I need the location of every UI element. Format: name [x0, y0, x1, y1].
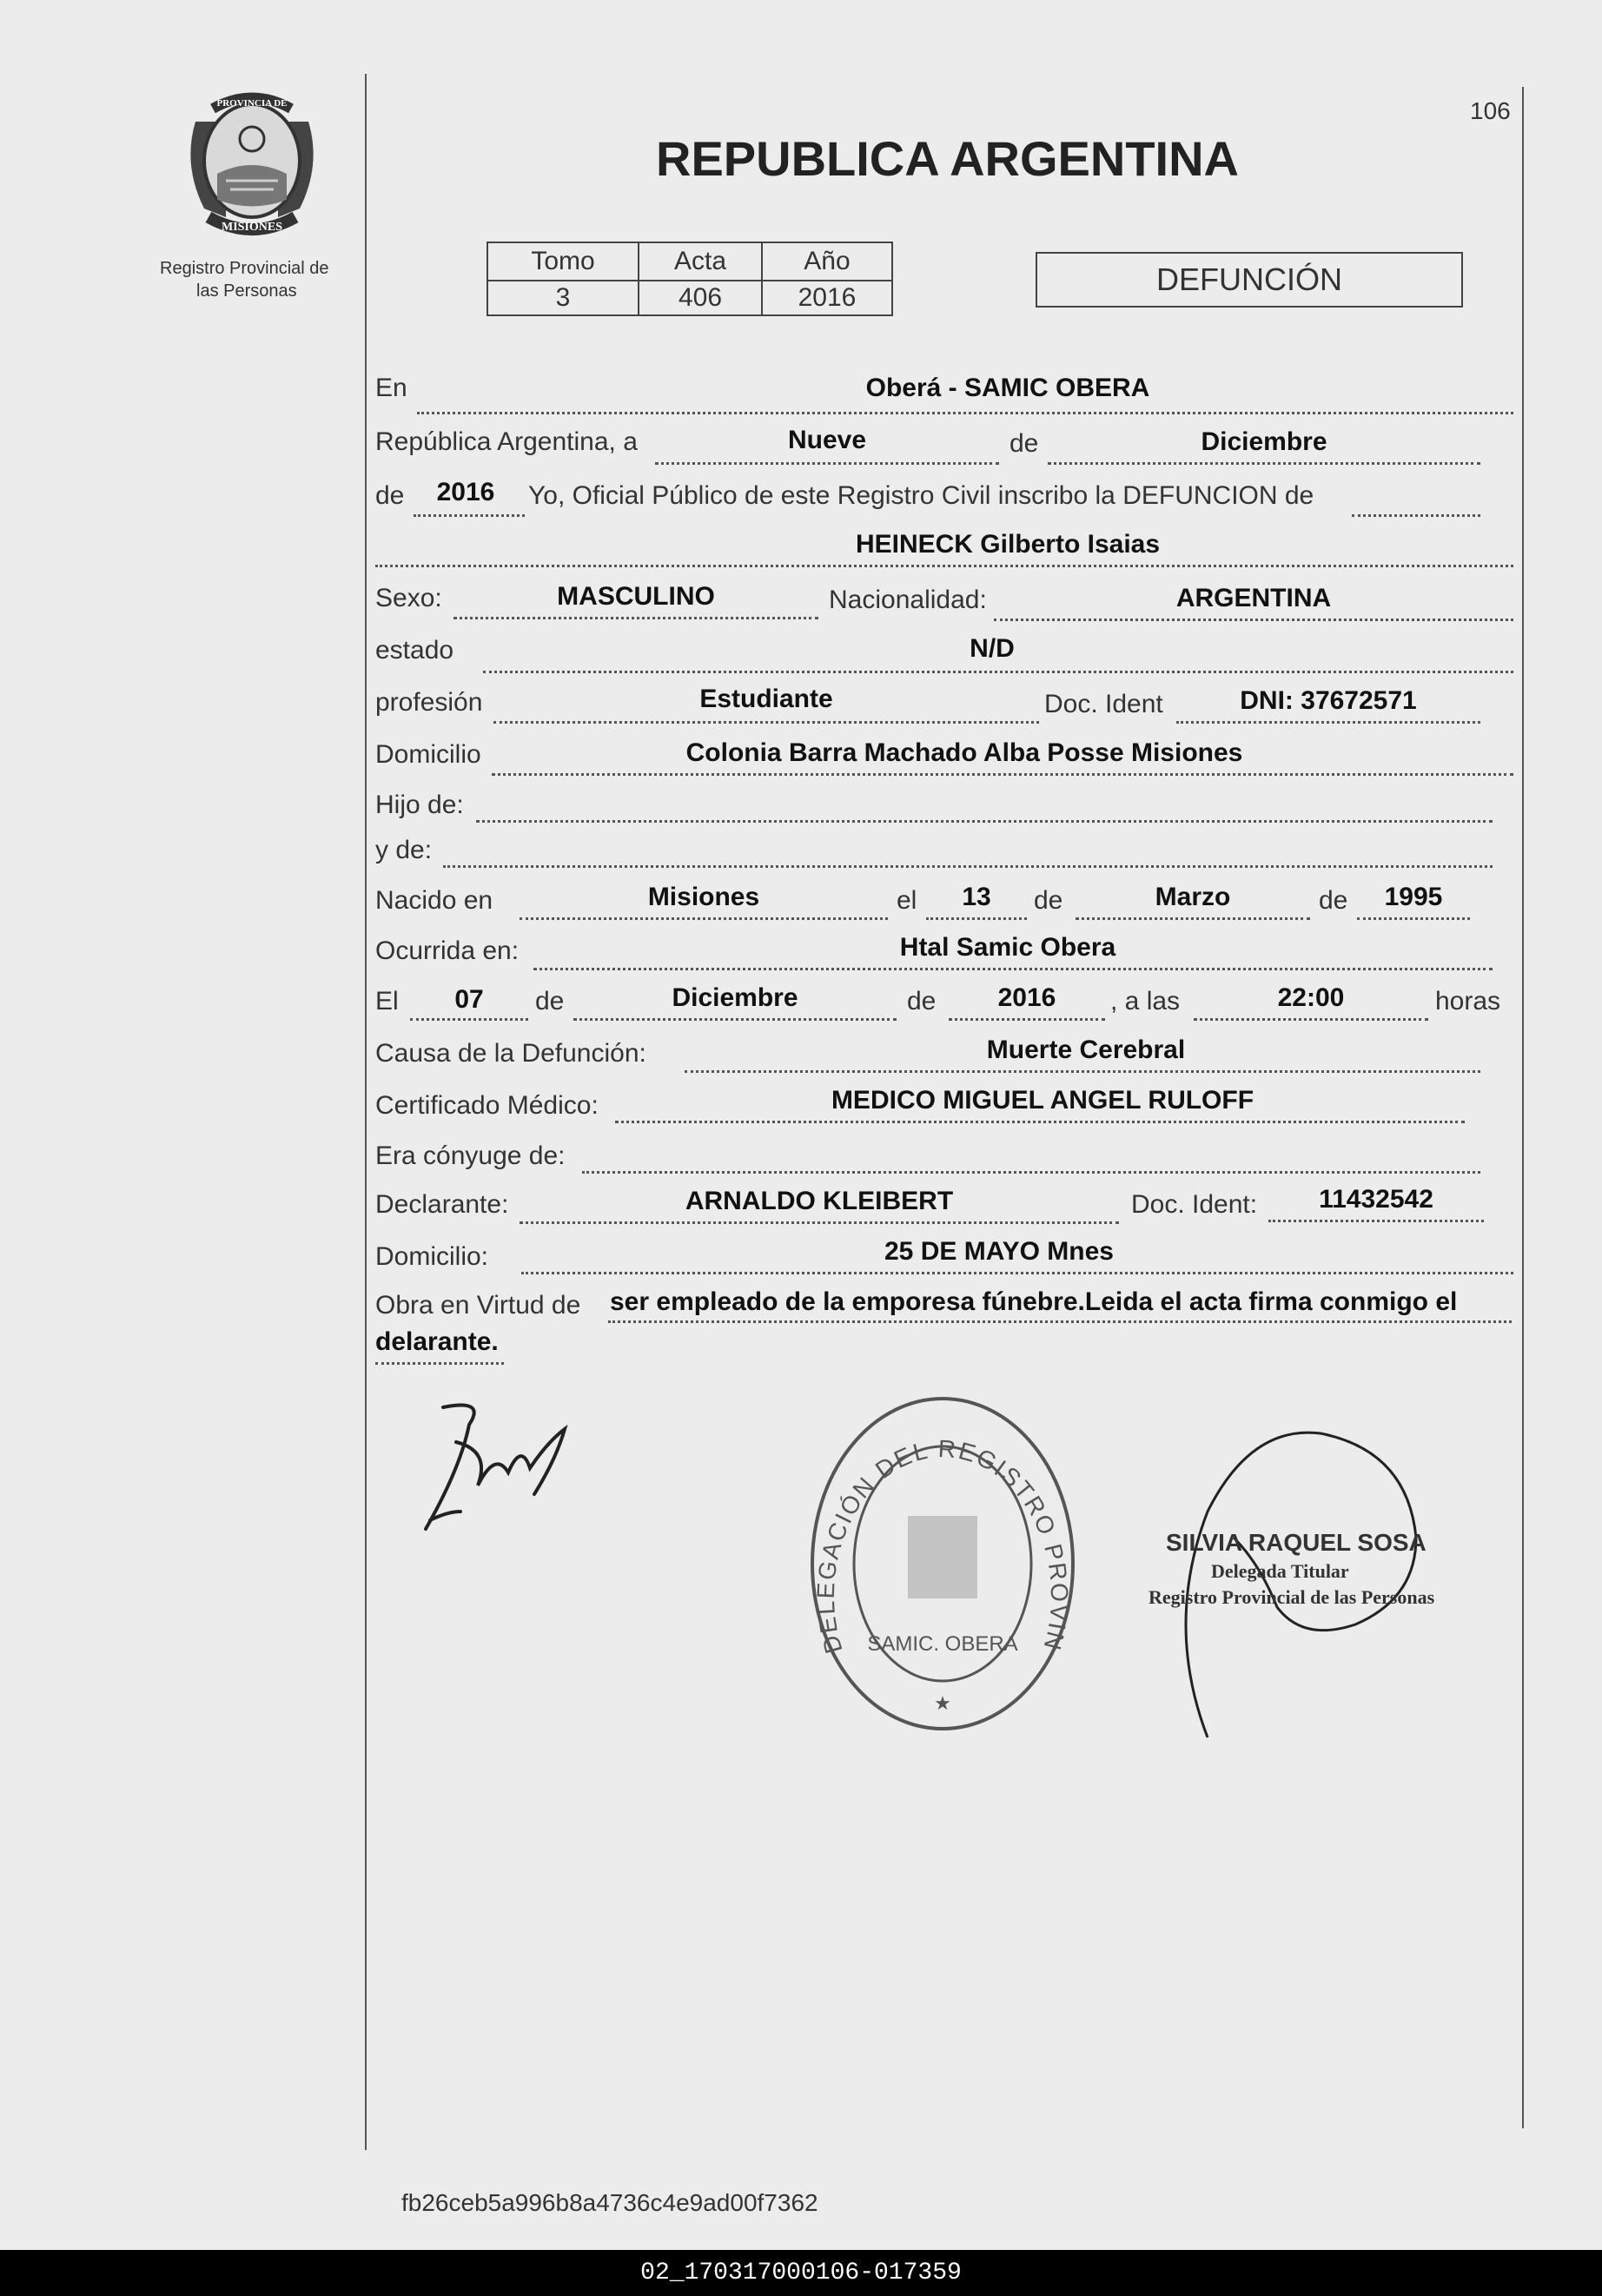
- anio-value: 2016: [762, 281, 892, 315]
- label-sexo: Sexo:: [375, 584, 442, 612]
- value-mes: Diciembre: [1201, 427, 1327, 456]
- field-line-def-hora: [1194, 1018, 1428, 1021]
- value-nacionalidad: ARGENTINA: [1175, 584, 1332, 612]
- field-line-anio: [414, 514, 525, 517]
- official-org: Registro Provincial de las Personas: [1149, 1586, 1435, 1608]
- field-line-estado: [483, 671, 1513, 673]
- label-doc-ident2: Doc. Ident:: [1131, 1190, 1258, 1219]
- value-dia: Nueve: [787, 426, 867, 454]
- value-domicilio: Colonia Barra Machado Alba Posse Misiones: [685, 738, 1243, 767]
- field-line-decl-domicilio: [521, 1272, 1513, 1274]
- registry-label-line2: las Personas: [196, 281, 297, 301]
- label-en: En: [375, 374, 407, 402]
- acta-value: 406: [639, 281, 762, 315]
- svg-text:SAMIC. OBERA: SAMIC. OBERA: [867, 1632, 1018, 1656]
- value-def-anio: 2016: [997, 983, 1056, 1012]
- value-sexo: MASCULINO: [557, 582, 715, 611]
- label-profesion: profesión: [375, 688, 483, 717]
- field-line-nacionalidad: [994, 619, 1513, 621]
- field-line-def-anio: [949, 1018, 1105, 1021]
- label-declarante: Declarante:: [375, 1190, 509, 1219]
- field-line-causa: [685, 1070, 1480, 1073]
- value-ocurrida: Htal Samic Obera: [899, 933, 1116, 962]
- value-def-hora: 22:00: [1277, 983, 1345, 1012]
- label-republica: República Argentina, a: [375, 427, 638, 456]
- field-line-nac-mes: [1076, 917, 1310, 920]
- label-de2: de: [375, 481, 405, 510]
- field-line-yo-end: [1352, 514, 1480, 517]
- field-line-def-mes: [573, 1018, 897, 1021]
- value-nac-dia: 13: [962, 883, 991, 911]
- value-decl-domicilio: 25 DE MAYO Mnes: [884, 1237, 1114, 1266]
- declarant-signature: [408, 1390, 582, 1546]
- coat-of-arms-icon: [178, 87, 326, 242]
- field-line-certificado: [615, 1121, 1465, 1123]
- value-obra-line2: delarante.: [375, 1327, 499, 1356]
- provincial-seal: [178, 87, 326, 242]
- field-line-obra1: [608, 1320, 1512, 1323]
- value-causa: Muerte Cerebral: [986, 1036, 1186, 1064]
- value-nac-mes: Marzo: [1155, 883, 1231, 911]
- label-de-n1: de: [1034, 886, 1063, 915]
- value-def-dia: 07: [454, 985, 484, 1014]
- label-ocurrida: Ocurrida en:: [375, 936, 520, 965]
- value-certificado: MEDICO MIGUEL ANGEL RULOFF: [831, 1086, 1254, 1115]
- official-name: SILVIA RAQUEL SOSA: [1166, 1529, 1427, 1556]
- document-hash: fb26ceb5a996b8a4736c4e9ad00f7362: [401, 2189, 818, 2216]
- svg-text:DELEGACIÓN DEL REGISTRO PROVIN: DELEGACIÓN DEL REGISTRO PROVIN: [811, 1434, 1074, 1657]
- value-def-mes: Diciembre: [672, 983, 798, 1012]
- record-table: [487, 242, 893, 316]
- label-horas: horas: [1435, 987, 1501, 1016]
- label-de1: de: [1010, 429, 1039, 458]
- label-nacionalidad: Nacionalidad:: [829, 586, 987, 614]
- label-obra: Obra en Virtud de: [375, 1291, 581, 1320]
- field-line-declarante: [520, 1221, 1119, 1224]
- anio-header: Año: [762, 242, 892, 281]
- label-doc-ident: Doc. Ident: [1044, 690, 1163, 718]
- label-domicilio2: Domicilio:: [375, 1242, 489, 1271]
- value-obra-line1: ser empleado de la emporesa fúnebre.Leida el acta firma conmigo el: [610, 1287, 1458, 1316]
- acta-header: Acta: [639, 242, 762, 281]
- value-estado: N/D: [970, 634, 1015, 663]
- value-decl-doc: 11432542: [1319, 1185, 1433, 1214]
- field-line-lugar: [417, 412, 1513, 414]
- footer-id-bar: 02_170317000106-017359: [0, 2250, 1602, 2296]
- official-role: Delegada Titular: [1211, 1560, 1349, 1582]
- label-estado: estado: [375, 636, 454, 665]
- field-line-decl-doc: [1268, 1220, 1484, 1222]
- field-line-mes: [1048, 462, 1480, 465]
- field-line-hijo-de: [476, 820, 1493, 823]
- label-hijo-de: Hijo de:: [375, 791, 464, 819]
- label-certificado: Certificado Médico:: [375, 1091, 599, 1120]
- value-declarante: ARNALDO KLEIBERT: [685, 1187, 954, 1215]
- stamp-seal-icon: [799, 1390, 1086, 1737]
- handwritten-signature-icon: [408, 1390, 582, 1546]
- svg-text:★: ★: [934, 1692, 951, 1714]
- label-conyuge: Era cónyuge de:: [375, 1141, 566, 1170]
- tomo-value: 3: [487, 281, 639, 315]
- label-nacido-en: Nacido en: [375, 886, 493, 915]
- label-de-n2: de: [1319, 886, 1348, 915]
- field-line-obra2: [375, 1362, 504, 1365]
- tomo-header: Tomo: [487, 242, 639, 281]
- field-line-domicilio: [492, 773, 1513, 776]
- field-line-ocurrida: [533, 968, 1493, 970]
- label-y-de: y de:: [375, 836, 433, 864]
- field-line-doc: [1176, 721, 1480, 724]
- value-doc: DNI: 37672571: [1240, 686, 1417, 715]
- value-nac-anio: 1995: [1384, 883, 1443, 911]
- official-stamp: [799, 1390, 1086, 1737]
- label-el-cap: El: [375, 987, 399, 1016]
- value-profesion: Estudiante: [699, 685, 833, 713]
- svg-text:MISIONES: MISIONES: [221, 221, 283, 234]
- label-el: el: [897, 886, 917, 915]
- field-line-conyuge: [582, 1171, 1480, 1174]
- field-line-nac-dia: [926, 917, 1027, 920]
- field-line-nombre: [375, 565, 1513, 567]
- field-line-nac-anio: [1357, 917, 1470, 920]
- label-causa: Causa de la Defunción:: [375, 1039, 646, 1068]
- value-lugar: Oberá - SAMIC OBERA: [865, 374, 1150, 402]
- field-line-nacido-en: [520, 917, 888, 920]
- value-anio: 2016: [436, 478, 495, 506]
- left-margin-line: [365, 74, 367, 2150]
- label-yo: Yo, Oficial Público de este Registro Civil inscribo la DEFUNCION de: [528, 481, 1314, 510]
- field-line-sexo: [453, 617, 818, 619]
- label-de-o1: de: [535, 987, 565, 1016]
- field-line-def-dia: [410, 1018, 528, 1021]
- label-de-o2: de: [907, 987, 937, 1016]
- value-nombre: HEINECK Gilberto Isaias: [855, 530, 1161, 559]
- label-domicilio: Domicilio: [375, 740, 481, 769]
- field-line-profesion: [493, 721, 1039, 724]
- field-line-dia: [655, 462, 999, 465]
- page-title: REPUBLICA ARGENTINA: [656, 131, 1239, 186]
- field-line-y-de: [443, 865, 1493, 868]
- right-margin-line: [1522, 87, 1524, 2128]
- record-type-box: DEFUNCIÓN: [1036, 252, 1463, 308]
- svg-text:PROVINCIA DE: PROVINCIA DE: [216, 98, 288, 109]
- registry-label-line1: Registro Provincial de: [160, 259, 329, 278]
- label-a-las: , a las: [1110, 987, 1181, 1016]
- page-number: 106: [1470, 97, 1511, 124]
- value-nacido-en: Misiones: [647, 883, 760, 911]
